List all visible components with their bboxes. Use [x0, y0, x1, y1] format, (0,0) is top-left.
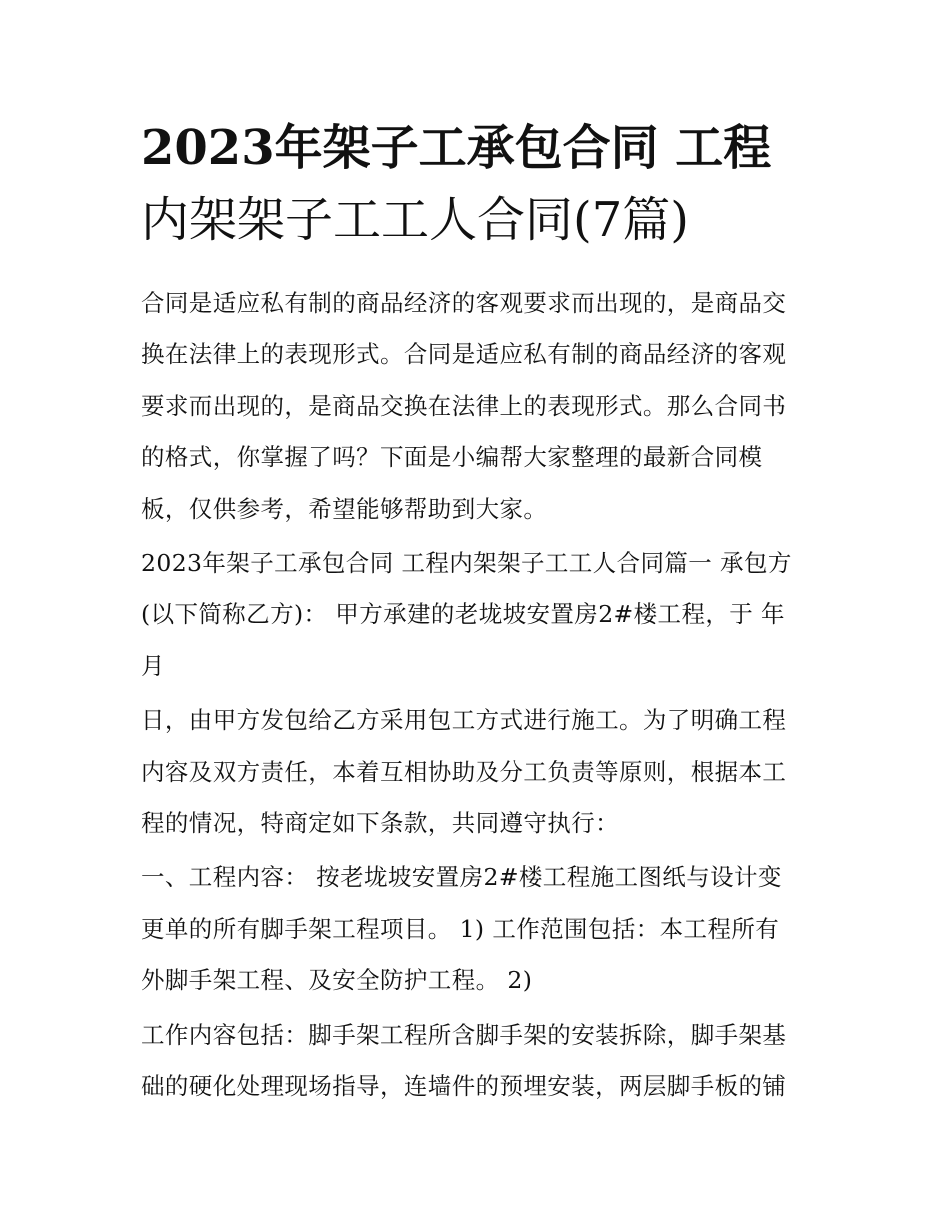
paragraph-section-one — [141, 852, 816, 1006]
text-line: 更单的所有脚手架工程项目。 1) 工作范围包括：本工程所有 — [141, 914, 780, 943]
text-line: 外脚手架工程、及安全防护工程。 2) — [141, 966, 533, 995]
paragraph-intro — [141, 278, 816, 535]
text-line: 的格式，你掌握了吗？下面是小编帮大家整理的最新合同模 — [141, 443, 763, 472]
text-line: 内容及双方责任，本着互相协助及分工负责等原则，根据本工 — [141, 757, 787, 786]
text-line: 程的情况，特商定如下条款，共同遵守执行： — [141, 809, 619, 838]
text-line: 一、工程内容： 按老垅坡安置房2#楼工程施工图纸与设计变 — [141, 863, 782, 892]
title-line: 2023年架子工承包合同 工程 — [141, 120, 772, 176]
document-body — [141, 278, 816, 1116]
text-line: 2023年架子工承包合同 工程内架架子工工人合同篇一 承包方 — [141, 549, 792, 578]
text-line: 日，由甲方发包给乙方采用包工方式进行施工。为了明确工程 — [141, 706, 787, 735]
document-title — [141, 112, 821, 256]
text-line: 要求而出现的，是商品交换在法律上的表现形式。那么合同书 — [141, 391, 787, 420]
paragraph-contract-preamble — [141, 695, 816, 849]
paragraph-work-content — [141, 1010, 816, 1113]
text-line: 换在法律上的表现形式。合同是适应私有制的商品经济的客观 — [141, 340, 787, 369]
text-line: 合同是适应私有制的商品经济的客观要求而出现的，是商品交 — [141, 289, 787, 317]
title-line: 内架架子工工人合同(7篇) — [141, 192, 689, 248]
text-line: 板，仅供参考，希望能够帮助到大家。 — [141, 494, 548, 523]
paragraph-contract-header — [141, 538, 816, 692]
text-line: (以下简称乙方)： 甲方承建的老垅坡安置房2#楼工程，于 年 — [141, 600, 785, 629]
text-line: 础的硬化处理现场指导，连墙件的预埋安装，两层脚手板的铺 — [141, 1072, 787, 1101]
text-line: 月 — [141, 651, 165, 680]
text-line: 工作内容包括：脚手架工程所含脚手架的安装拆除，脚手架基 — [141, 1020, 787, 1049]
